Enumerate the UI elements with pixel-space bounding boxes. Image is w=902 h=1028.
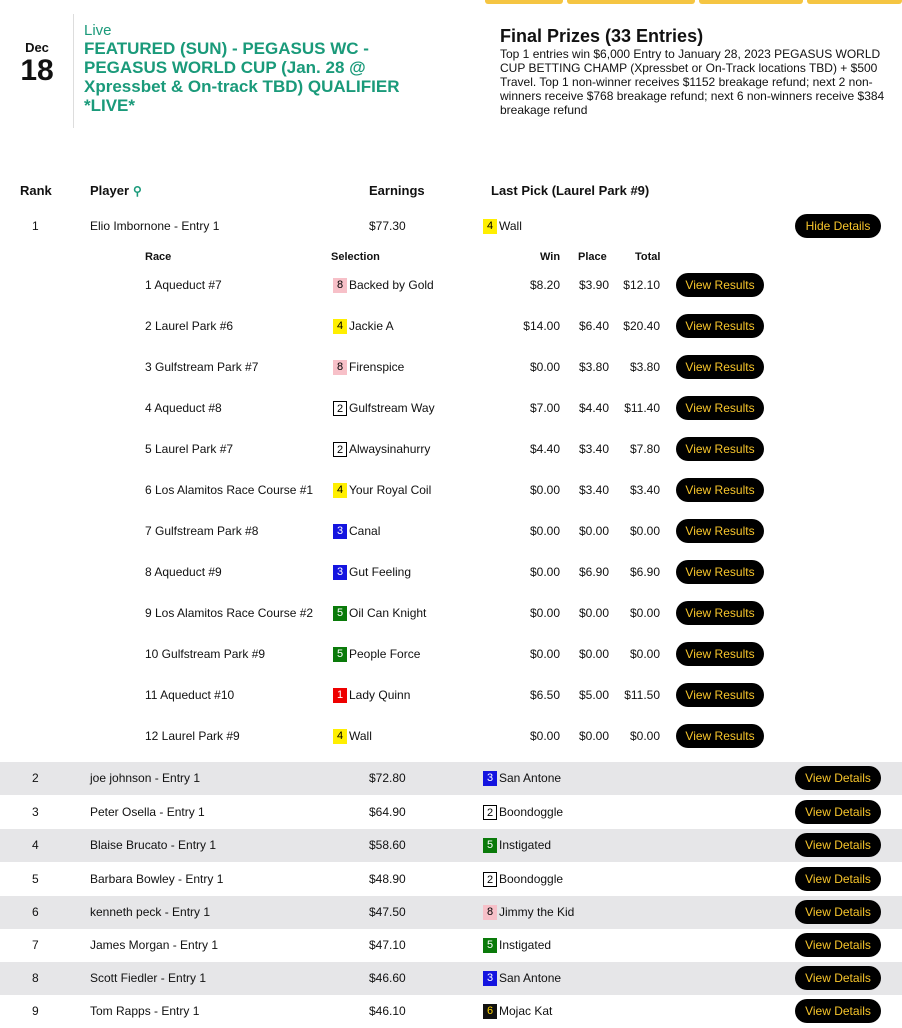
view-results-button[interactable]: View Results (676, 683, 764, 707)
race-name: 10 Gulfstream Park #9 (145, 647, 266, 661)
contest-title: FEATURED (SUN) - PEGASUS WC - PEGASUS WORLD CUP (Jan. 28 @ Xpressbet & On-track TBD) QUALIFIER *LIVE* (84, 39, 400, 115)
leaderboard-row (0, 995, 902, 1028)
last-pick (483, 210, 522, 243)
horse-name: Gulfstream Way (349, 401, 435, 415)
race-name: 12 Laurel Park #9 (145, 729, 240, 743)
post-number-badge: 2 (333, 401, 347, 416)
player-earnings: $58.60 (369, 838, 406, 852)
col-earnings-header: Earnings (369, 183, 425, 198)
view-results-button[interactable]: View Results (676, 642, 764, 666)
contest-status: Live (84, 22, 112, 39)
view-details-button[interactable]: View Details (795, 800, 881, 824)
player-rank: 3 (32, 805, 39, 819)
contest-date (18, 40, 56, 87)
leaderboard-row (0, 829, 902, 862)
view-results-button[interactable]: View Results (676, 314, 764, 338)
race-col-header: Race (145, 251, 172, 263)
post-number-badge: 3 (483, 971, 497, 986)
player-earnings: $72.80 (369, 771, 406, 785)
win-amount: $0.00 (529, 524, 560, 538)
post-number-badge: 3 (483, 771, 497, 786)
horse-name: Gut Feeling (349, 565, 412, 579)
horse-name: San Antone (499, 971, 562, 985)
race-name: 3 Gulfstream Park #7 (145, 360, 259, 374)
total-amount: $3.40 (629, 483, 660, 497)
post-number-badge: 8 (483, 905, 497, 920)
horse-name: People Force (349, 647, 421, 661)
place-amount: $4.40 (578, 401, 609, 415)
detail-row (0, 559, 902, 600)
player-name: Tom Rapps - Entry 1 (90, 1004, 200, 1018)
leaderboard-row (0, 962, 902, 995)
player-rank: 8 (32, 971, 39, 985)
post-number-badge: 4 (483, 219, 497, 234)
view-results-button[interactable]: View Results (676, 519, 764, 543)
win-amount: $0.00 (529, 729, 560, 743)
race-name: 6 Los Alamitos Race Course #1 (145, 483, 314, 497)
total-amount: $0.00 (629, 606, 660, 620)
place-amount: $6.40 (578, 319, 609, 333)
col-rank-header: Rank (20, 183, 52, 198)
view-results-button[interactable]: View Results (676, 560, 764, 584)
total-amount: $0.00 (629, 524, 660, 538)
total-amount: $3.80 (629, 360, 660, 374)
post-number-badge: 8 (333, 360, 347, 375)
post-number-badge: 3 (333, 524, 347, 539)
place-amount: $0.00 (578, 524, 609, 538)
horse-name: Wall (499, 219, 522, 233)
view-results-button[interactable]: View Results (676, 273, 764, 297)
post-number-badge: 3 (333, 565, 347, 580)
view-details-button[interactable]: View Details (795, 999, 881, 1023)
player-name: joe johnson - Entry 1 (90, 771, 201, 785)
place-amount: $3.90 (578, 278, 609, 292)
post-number-badge: 4 (333, 483, 347, 498)
total-col-header: Total (635, 251, 661, 263)
prizes-text: Top 1 entries win $6,000 Entry to January 28, 2023 PEGASUS WORLD CUP BETTING CHAMP (Xpressbet or On-Track locations TBD) + $500 Travel. Top 1 non-winner receives $1152 breakage refund; next 2 non-winners receive $768 breakage refund; next 6 non-winners receive $384 breakage refund (500, 47, 885, 117)
selection (333, 602, 426, 624)
player-rank: 5 (32, 872, 39, 886)
player-rank: 1 (32, 219, 39, 233)
player-rank: 7 (32, 938, 39, 952)
horse-name: Backed by Gold (349, 278, 434, 292)
win-amount: $0.00 (529, 606, 560, 620)
detail-row (0, 641, 902, 682)
place-amount: $3.40 (578, 483, 609, 497)
detail-row (0, 682, 902, 723)
top-tab[interactable] (699, 0, 803, 4)
player-rank: 2 (32, 771, 39, 785)
post-number-badge: 2 (333, 442, 347, 457)
selection (333, 725, 372, 747)
view-results-button[interactable]: View Results (676, 724, 764, 748)
total-amount: $7.80 (629, 442, 660, 456)
player-name: James Morgan - Entry 1 (90, 938, 219, 952)
view-details-button[interactable]: View Details (795, 833, 881, 857)
selection (333, 520, 380, 542)
player-name: kenneth peck - Entry 1 (90, 905, 211, 919)
total-amount: $0.00 (629, 647, 660, 661)
place-amount: $3.80 (578, 360, 609, 374)
horse-name: Jimmy the Kid (499, 905, 575, 919)
last-pick (483, 929, 551, 962)
player-rank: 9 (32, 1004, 39, 1018)
view-results-button[interactable]: View Results (676, 437, 764, 461)
selection (333, 684, 410, 706)
col-player-header (90, 183, 142, 198)
detail-row (0, 723, 902, 764)
race-name: 2 Laurel Park #6 (145, 319, 234, 333)
horse-name: Canal (349, 524, 381, 538)
leaderboard-row (0, 210, 902, 243)
detail-row (0, 477, 902, 518)
post-number-badge: 5 (333, 647, 347, 662)
post-number-badge: 4 (333, 729, 347, 744)
hide-details-button[interactable]: Hide Details (795, 214, 881, 238)
place-amount: $6.90 (578, 565, 609, 579)
player-rank: 6 (32, 905, 39, 919)
leaderboard-row (0, 762, 902, 795)
horse-name: Lady Quinn (349, 688, 411, 702)
place-amount: $0.00 (578, 606, 609, 620)
selection (333, 479, 431, 501)
selection (333, 356, 404, 378)
leaderboard-row (0, 863, 902, 896)
race-name: 4 Aqueduct #8 (145, 401, 222, 415)
horse-name: Jackie A (349, 319, 394, 333)
top-tab[interactable] (567, 0, 695, 4)
horse-name: Firenspice (349, 360, 405, 374)
horse-name: Oil Can Knight (349, 606, 427, 620)
detail-row (0, 395, 902, 436)
view-results-button[interactable]: View Results (676, 355, 764, 379)
horse-name: San Antone (499, 771, 562, 785)
col-last-pick-header: Last Pick (Laurel Park #9) (491, 183, 650, 198)
view-results-button[interactable]: View Results (676, 478, 764, 502)
player-name: Elio Imbornone - Entry 1 (90, 219, 220, 233)
win-amount: $14.00 (523, 319, 560, 333)
win-amount: $4.40 (529, 442, 560, 456)
date-month: Dec (25, 40, 49, 55)
place-amount: $0.00 (578, 729, 609, 743)
player-earnings: $46.10 (369, 1004, 406, 1018)
race-name: 5 Laurel Park #7 (145, 442, 234, 456)
horse-name: Boondoggle (499, 805, 564, 819)
player-earnings: $48.90 (369, 872, 406, 886)
detail-row (0, 518, 902, 559)
win-amount: $6.50 (529, 688, 560, 702)
horse-name: Mojac Kat (499, 1004, 553, 1018)
view-details-button[interactable]: View Details (795, 900, 881, 924)
col-player-label: Player (90, 183, 130, 198)
total-amount: $6.90 (629, 565, 660, 579)
place-amount: $0.00 (578, 647, 609, 661)
win-amount: $8.20 (529, 278, 560, 292)
last-pick (483, 762, 561, 795)
selection (333, 397, 435, 419)
post-number-badge: 1 (333, 688, 347, 703)
horse-name: Wall (349, 729, 372, 743)
horse-name: Instigated (499, 938, 552, 952)
total-amount: $11.40 (624, 401, 660, 415)
top-tab-strip (0, 0, 902, 4)
last-pick (483, 863, 563, 896)
place-amount: $3.40 (578, 442, 609, 456)
place-col-header: Place (578, 251, 607, 263)
total-amount: $20.40 (623, 319, 660, 333)
total-amount: $12.10 (623, 278, 660, 292)
player-name: Scott Fiedler - Entry 1 (90, 971, 207, 985)
selection (333, 561, 411, 583)
horse-name: Instigated (499, 838, 552, 852)
player-name: Barbara Bowley - Entry 1 (90, 872, 224, 886)
post-number-badge: 8 (333, 278, 347, 293)
selection (333, 438, 430, 460)
view-results-button[interactable]: View Results (676, 601, 764, 625)
post-number-badge: 4 (333, 319, 347, 334)
last-pick (483, 962, 561, 995)
leaderboard-row (0, 929, 902, 962)
top-tab[interactable] (485, 0, 563, 4)
win-amount: $0.00 (529, 565, 560, 579)
horse-name: Alwaysinahurry (349, 442, 431, 456)
leaderboard-row (0, 796, 902, 829)
race-name: 8 Aqueduct #9 (145, 565, 222, 579)
post-number-badge: 5 (333, 606, 347, 621)
selection (333, 643, 420, 665)
view-details-button[interactable]: View Details (795, 766, 881, 790)
race-name: 1 Aqueduct #7 (145, 278, 222, 292)
last-pick (483, 995, 552, 1028)
detail-row (0, 272, 902, 313)
prizes-panel (500, 26, 890, 117)
view-results-button[interactable]: View Results (676, 396, 764, 420)
post-number-badge: 5 (483, 838, 497, 853)
player-name: Peter Osella - Entry 1 (90, 805, 205, 819)
post-number-badge: 6 (483, 1004, 497, 1019)
view-details-button[interactable]: View Details (795, 933, 881, 957)
total-amount: $0.00 (629, 729, 660, 743)
prizes-title: Final Prizes (33 Entries) (500, 26, 704, 46)
detail-row (0, 313, 902, 354)
contest-info (84, 22, 444, 115)
player-rank: 4 (32, 838, 39, 852)
player-earnings: $77.30 (369, 219, 406, 233)
win-amount: $0.00 (529, 483, 560, 497)
player-earnings: $46.60 (369, 971, 406, 985)
leaderboard-row (0, 896, 902, 929)
top-tab[interactable] (807, 0, 902, 4)
player-name: Blaise Brucato - Entry 1 (90, 838, 217, 852)
horse-name: Boondoggle (499, 872, 564, 886)
post-number-badge: 2 (483, 872, 497, 887)
detail-row (0, 436, 902, 477)
detail-row (0, 600, 902, 641)
horse-name: Your Royal Coil (349, 483, 432, 497)
win-col-header: Win (540, 251, 561, 263)
player-earnings: $47.50 (369, 905, 406, 919)
post-number-badge: 2 (483, 805, 497, 820)
player-earnings: $64.90 (369, 805, 406, 819)
race-name: 11 Aqueduct #10 (145, 688, 235, 702)
view-details-button[interactable]: View Details (795, 867, 881, 891)
view-details-button[interactable]: View Details (795, 966, 881, 990)
race-name: 7 Gulfstream Park #8 (145, 524, 259, 538)
place-amount: $5.00 (578, 688, 609, 702)
race-name: 9 Los Alamitos Race Course #2 (145, 606, 314, 620)
win-amount: $7.00 (529, 401, 560, 415)
last-pick (483, 796, 563, 829)
total-amount: $11.50 (624, 688, 660, 702)
detail-row (0, 354, 902, 395)
win-amount: $0.00 (529, 360, 560, 374)
date-day: 18 (20, 54, 54, 87)
selection (333, 315, 394, 337)
post-number-badge: 5 (483, 938, 497, 953)
divider (73, 14, 74, 128)
selection-col-header: Selection (331, 251, 380, 263)
last-pick (483, 829, 551, 862)
player-earnings: $47.10 (369, 938, 406, 952)
win-amount: $0.00 (529, 647, 560, 661)
selection (333, 274, 434, 296)
last-pick (483, 896, 574, 929)
search-icon[interactable]: ⚲ (133, 184, 142, 198)
